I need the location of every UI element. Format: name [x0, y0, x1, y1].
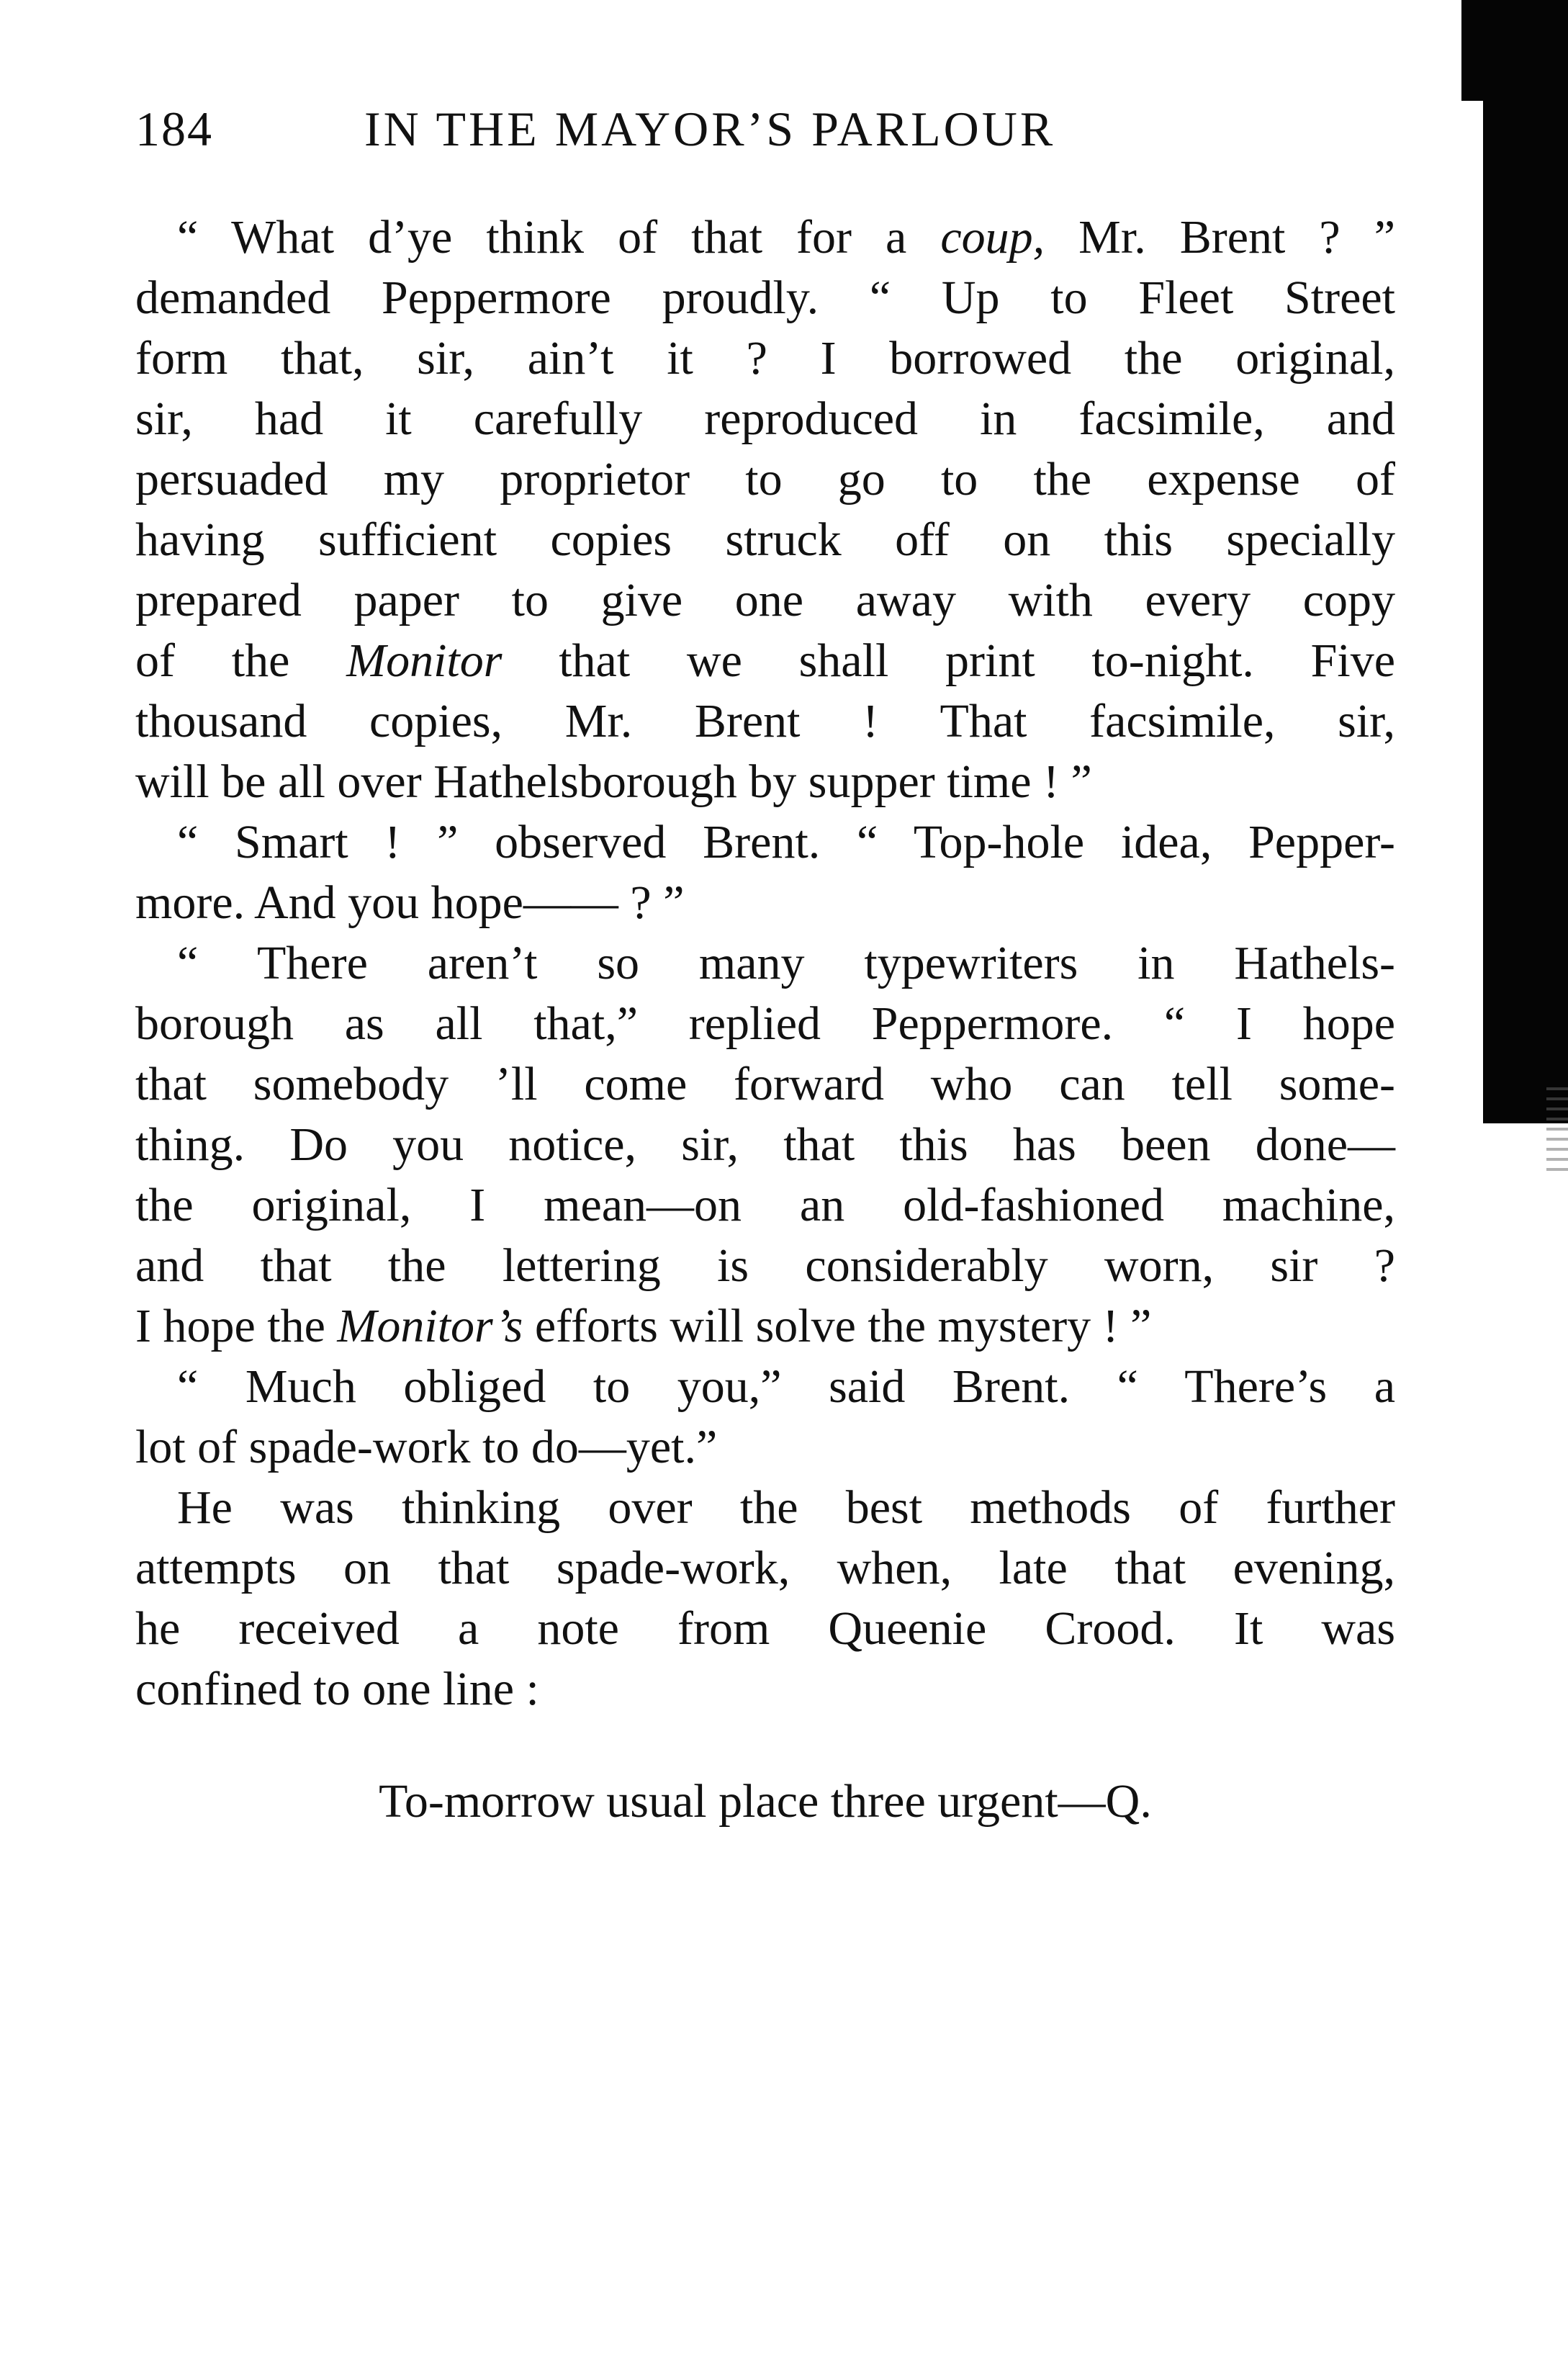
text-line: the original, I mean—on an old-fashioned machine, — [135, 1179, 1395, 1231]
text-line: attempts on that spade-work, when, late that evening, — [135, 1542, 1395, 1594]
text-line: “ There aren’t so many typewriters in Hathels- — [177, 937, 1395, 989]
text-line: thing. Do you notice, sir, that this has been done— — [135, 1118, 1395, 1171]
text-line: more. And you hope—— ? ” — [135, 876, 685, 929]
text-line: having sufficient copies struck off on this specially — [135, 513, 1395, 566]
text-line: I hope the Monitor’s efforts will solve the mystery ! ” — [135, 1300, 1152, 1352]
italic-word: Monitor — [346, 634, 503, 687]
text-line: “ Smart ! ” observed Brent. “ Top-hole idea, Pepper- — [177, 816, 1395, 868]
scan-dark-edge — [1483, 0, 1568, 1123]
text-line: demanded Peppermore proudly. “ Up to Fleet Street — [135, 271, 1395, 324]
italic-word: Monitor’s — [337, 1300, 523, 1352]
page-header — [135, 101, 1402, 173]
running-head: IN THE MAYOR’S PARLOUR — [364, 102, 1056, 156]
text-line: persuaded my proprietor to go to the expense of — [135, 453, 1395, 506]
text-line: form that, sir, ain’t it ? I borrowed the original, — [135, 332, 1395, 385]
body-text — [135, 207, 1395, 1720]
note-text: To-morrow usual place three urgent—Q. — [379, 1775, 1152, 1828]
text-line: sir, had it carefully reproduced in facsimile, and — [135, 392, 1395, 445]
text-line: and that the lettering is considerably worn, sir ? — [135, 1239, 1395, 1292]
text-line: “ Much obliged to you,” said Brent. “ There’s a — [177, 1360, 1395, 1413]
text-line: of the Monitor that we shall print to-night. Five — [135, 634, 1395, 687]
text-line: he received a note from Queenie Crood. It was — [135, 1602, 1395, 1655]
page-number: 184 — [135, 102, 213, 156]
text-line: will be all over Hathelsborough by supper time ! ” — [135, 755, 1092, 808]
text-line: borough as all that,” replied Peppermore. “ I hope — [135, 997, 1395, 1050]
scan-edge-dots — [1546, 1087, 1568, 1174]
text-line: thousand copies, Mr. Brent ! That facsimile, sir, — [135, 695, 1395, 747]
text-line: “ What d’ye think of that for a coup, Mr. Brent ? ” — [177, 211, 1395, 264]
text-line: that somebody ’ll come forward who can tell some- — [135, 1058, 1395, 1110]
italic-word: coup, — [940, 211, 1045, 264]
text-line: prepared paper to give one away with every copy — [135, 574, 1395, 626]
text-line: He was thinking over the best methods of further — [177, 1481, 1395, 1534]
text-line: lot of spade-work to do—yet.” — [135, 1421, 718, 1473]
text-line: confined to one line : — [135, 1663, 539, 1715]
